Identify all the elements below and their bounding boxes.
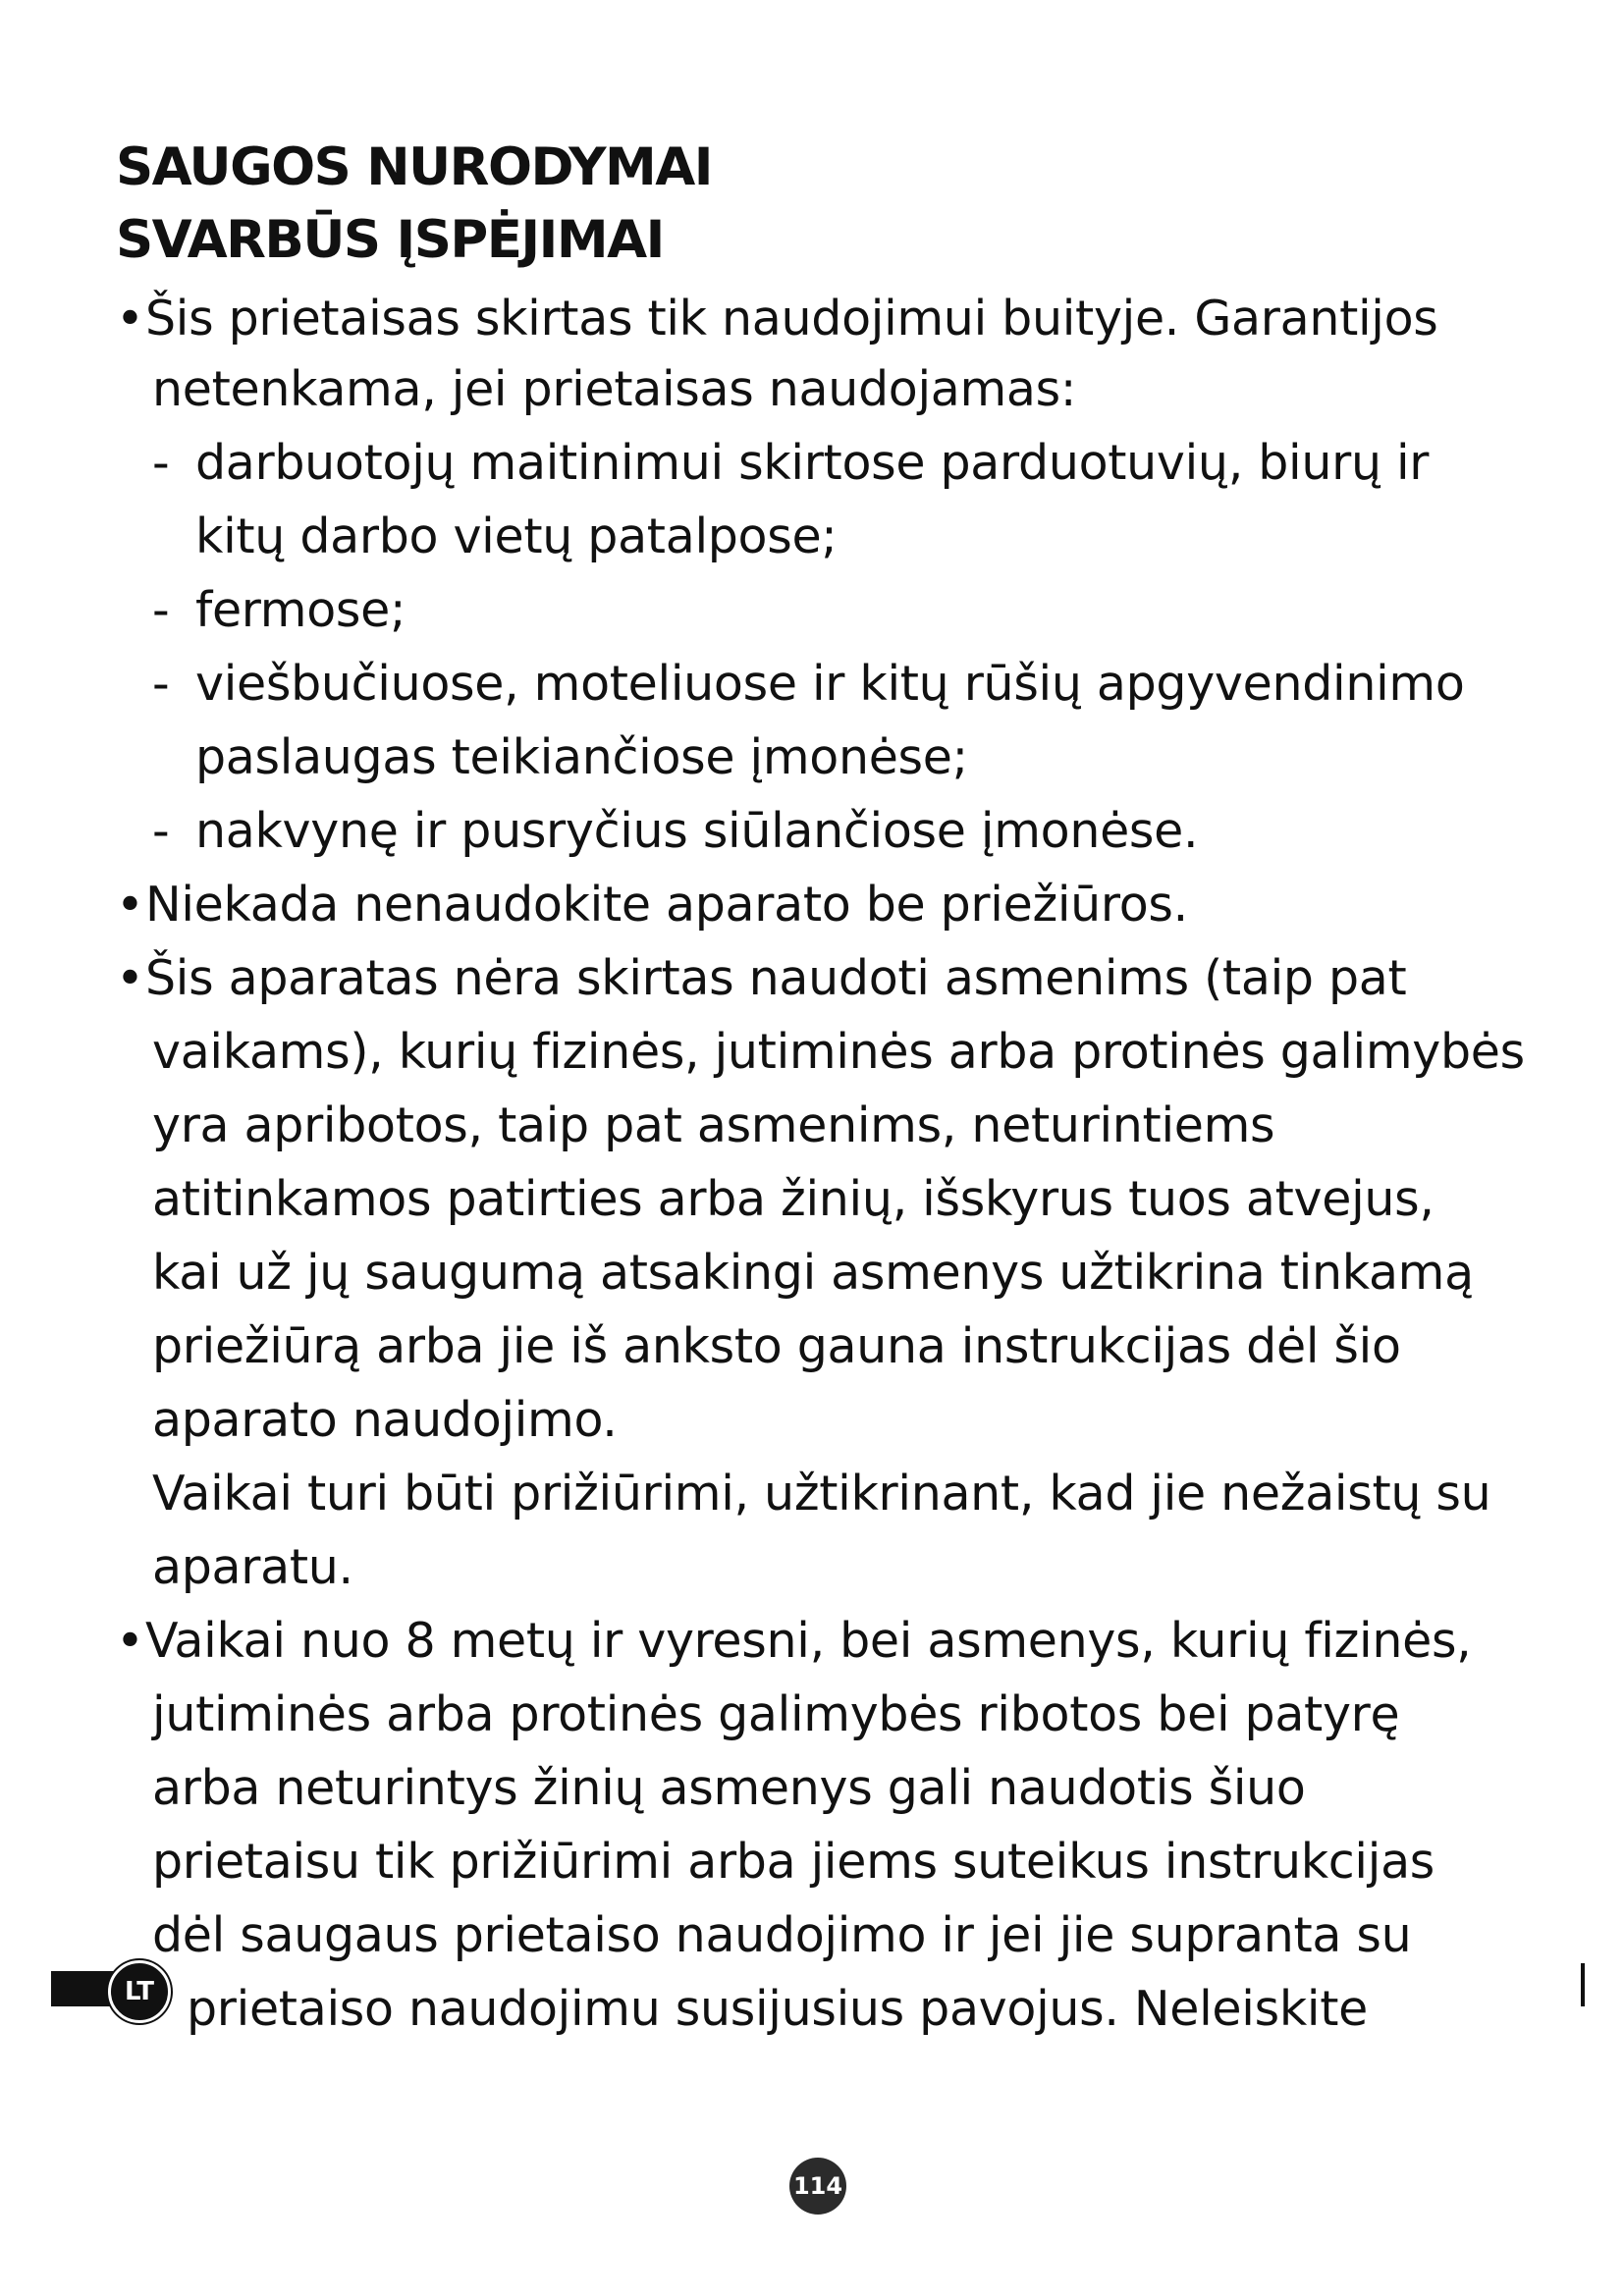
- text-line: vaikams), kurių fizinės, jutiminės arba protinės galimybės: [152, 1024, 1525, 1080]
- text-line: kitų darbo vietų patalpose;: [195, 508, 838, 564]
- text-line: nakvynę ir pusryčius siūlančiose įmonėse.: [195, 803, 1199, 859]
- text-line: Niekada nenaudokite aparato be priežiūros.: [145, 877, 1188, 933]
- bullet-icon: •: [116, 1613, 144, 1669]
- bullet-icon: •: [116, 950, 144, 1006]
- text-line: arba neturintys žinių asmenys gali naudotis šiuo: [152, 1760, 1306, 1816]
- text-line: aparato naudojimo.: [152, 1392, 618, 1448]
- text-line: netenkama, jei prietaisas naudojamas:: [152, 361, 1077, 417]
- section-title: SAUGOS NURODYMAI: [116, 137, 713, 197]
- text-line: fermose;: [195, 582, 406, 638]
- dash-icon: -: [152, 435, 170, 491]
- text-line: yra apribotos, taip pat asmenims, neturintiems: [152, 1097, 1275, 1153]
- text-line: dėl saugaus prietaiso naudojimo ir jei jie supranta su: [152, 1907, 1412, 1963]
- text-line: Šis aparatas nėra skirtas naudoti asmenims (taip pat: [145, 950, 1407, 1006]
- dash-icon: -: [152, 582, 170, 638]
- text-line: atitinkamos patirties arba žinių, išskyrus tuos atvejus,: [152, 1171, 1435, 1227]
- text-line: kai už jų saugumą atsakingi asmenys užtikrina tinkamą: [152, 1245, 1474, 1301]
- dash-icon: -: [152, 803, 170, 859]
- dash-icon: -: [152, 656, 170, 712]
- text-line: Vaikai nuo 8 metų ir vyresni, bei asmenys, kurių fizinės,: [145, 1613, 1472, 1669]
- text-line: paslaugas teikiančiose įmonėse;: [195, 729, 968, 785]
- text-line: aparatu.: [152, 1539, 353, 1595]
- margin-marker: [1581, 1963, 1585, 2006]
- text-line: priežiūrą arba jie iš anksto gauna instrukcijas dėl šio: [152, 1318, 1401, 1374]
- bullet-icon: •: [116, 291, 144, 347]
- warnings-title: SVARBŪS ĮSPĖJIMAI: [116, 210, 664, 270]
- text-line: viešbučiuose, moteliuose ir kitų rūšių apgyvendinimo: [195, 656, 1465, 712]
- bullet-icon: •: [116, 877, 144, 933]
- text-line: prietaiso naudojimu susijusius pavojus. Neleiskite: [187, 1981, 1368, 2037]
- text-line: Šis prietaisas skirtas tik naudojimui buityje. Garantijos: [145, 291, 1438, 347]
- text-line: prietaisu tik prižiūrimi arba jiems suteikus instrukcijas: [152, 1834, 1435, 1890]
- language-badge: LT: [108, 1960, 171, 2023]
- text-line: Vaikai turi būti prižiūrimi, užtikrinant, kad jie nežaistų su: [152, 1466, 1491, 1522]
- page-number: 114: [789, 2158, 846, 2215]
- text-line: jutiminės arba protinės galimybės ribotos bei patyrę: [152, 1686, 1400, 1742]
- text-line: darbuotojų maitinimui skirtose parduotuvių, biurų ir: [195, 435, 1430, 491]
